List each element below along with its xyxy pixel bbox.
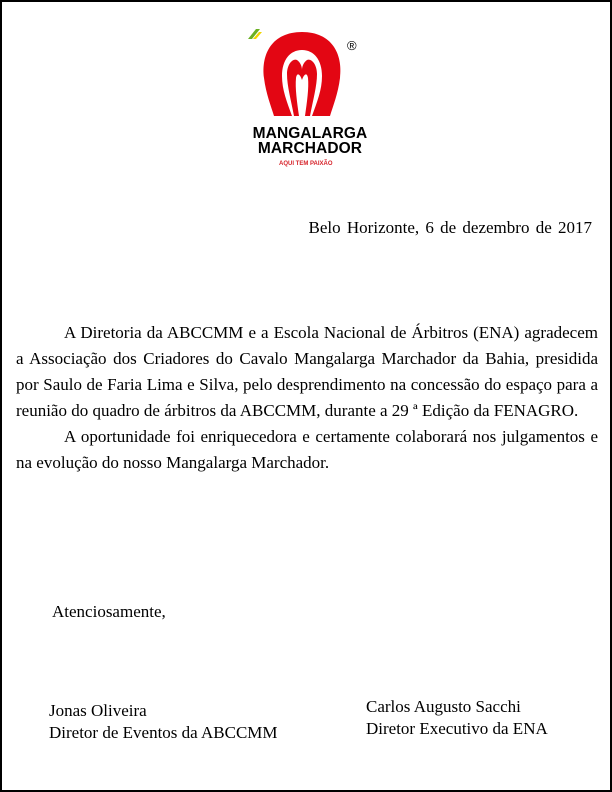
letter-dateline: Belo Horizonte, 6 de dezembro de 2017 <box>308 218 592 237</box>
letter-closing: Atenciosamente, <box>52 602 166 621</box>
tagline-flag-icon <box>247 28 263 40</box>
horseshoe-m-icon <box>247 28 357 126</box>
brand-name-line1: MANGALARGA <box>252 125 368 142</box>
signature-block-left <box>49 700 278 744</box>
body-paragraph-2: A oportunidade foi enriquecedora e certamente colaborará nos julgamentos e na evolução do nosso Mangalarga Marchador. <box>16 427 598 472</box>
signatory-name: Jonas Oliveira <box>49 701 147 720</box>
signatory-title: Diretor Executivo da ENA <box>366 719 548 738</box>
letter-body <box>16 320 598 476</box>
body-paragraph-1: A Diretoria da ABCCMM e a Escola Nacional de Árbitros (ENA) agradecem a Associação dos Criadores do Cavalo Mangalarga Marchador da Bahia, presidida por Saulo de Faria Lima e Silva, pelo desprendimento na concessão do espaço para a reunião do quadro de árbitros da ABCCMM, durante a 29 ª Edição da FENAGRO. <box>16 323 598 420</box>
signatory-name: Carlos Augusto Sacchi <box>366 697 521 716</box>
registered-trademark-symbol: ® <box>347 38 357 53</box>
signature-block-right <box>366 696 548 740</box>
brand-name-line2: MARCHADOR <box>257 140 363 157</box>
signatory-title: Diretor de Eventos da ABCCMM <box>49 723 278 742</box>
brand-tagline: AQUI TEM PAIXÃO <box>279 161 333 167</box>
mangalarga-marchador-logo <box>247 28 377 174</box>
